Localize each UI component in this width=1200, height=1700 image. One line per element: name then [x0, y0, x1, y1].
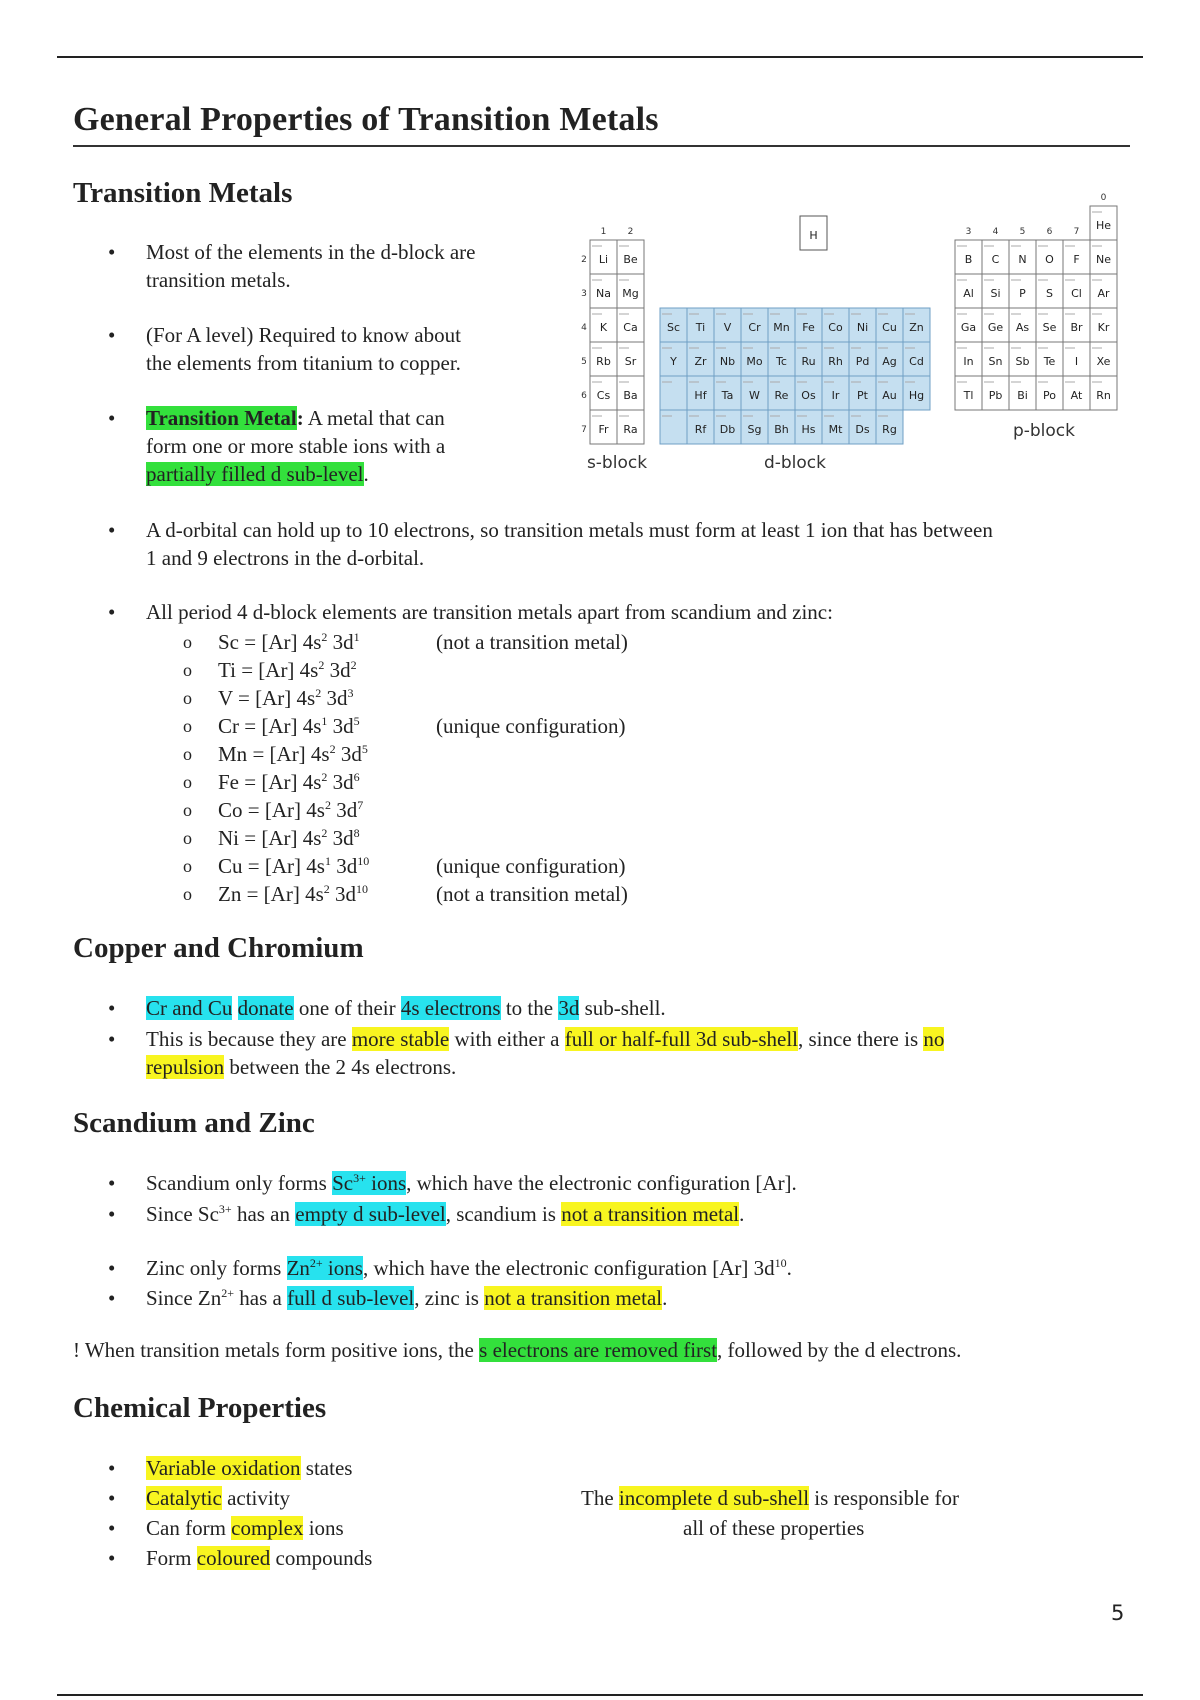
element-symbol: Rn	[1096, 389, 1111, 402]
group-number: 4	[992, 227, 999, 237]
element-symbol: Ta	[721, 389, 734, 402]
period-number: 3	[581, 289, 587, 299]
text: ions	[365, 1171, 407, 1195]
superscript: 3+	[218, 1202, 232, 1216]
text: 3d	[330, 798, 358, 822]
element-symbol: Sc	[666, 321, 681, 334]
text: , followed by the d electrons.	[717, 1338, 962, 1362]
highlight: complex	[231, 1516, 304, 1540]
tm-bullet-5: All period 4 d-block elements are transition metals apart from scandium and zinc:	[146, 600, 833, 624]
element-symbol: Br	[1070, 321, 1083, 334]
text: Cu	[218, 854, 243, 878]
highlight: 3d	[558, 996, 580, 1020]
element-symbol: Hs	[801, 423, 816, 436]
element-symbol: Au	[882, 389, 897, 402]
text: = [Ar] 4s	[235, 658, 319, 682]
element-symbol: Sg	[747, 423, 762, 436]
superscript: 5	[361, 742, 368, 756]
text: Form	[146, 1546, 197, 1570]
element-symbol: Mn	[773, 321, 790, 334]
config-line	[218, 852, 369, 880]
top-rule	[57, 56, 1143, 58]
bullet-icon: •	[108, 1546, 116, 1570]
element-symbol: Zn	[909, 321, 924, 334]
period-number: 7	[581, 425, 587, 435]
text: the elements from titanium to copper.	[146, 351, 461, 375]
chem-property-item	[146, 1544, 372, 1572]
element-symbol: Po	[1043, 389, 1056, 402]
group-number: 3	[965, 227, 972, 237]
element-symbol: Al	[963, 287, 974, 300]
chem-property-item	[146, 1484, 290, 1512]
element-symbol: At	[1070, 389, 1083, 402]
text: is responsible for	[809, 1486, 959, 1510]
element-symbol: Ti	[695, 321, 706, 334]
bullet-icon: •	[108, 1171, 116, 1195]
element-symbol: O	[1045, 253, 1054, 266]
bottom-rule	[57, 1694, 1143, 1696]
superscript: 2	[321, 826, 328, 840]
superscript: 2+	[309, 1256, 323, 1270]
element-symbol: Os	[801, 389, 816, 402]
sc-zn-bullet-3	[146, 1254, 792, 1282]
chem-property-item	[146, 1514, 344, 1542]
text: 3d	[321, 686, 348, 710]
text: 3d	[329, 882, 356, 906]
sc-zn-bullet-1	[146, 1169, 797, 1197]
element-symbol: Re	[774, 389, 789, 402]
superscript: 2	[323, 882, 330, 896]
element-symbol: Ne	[1096, 253, 1111, 266]
sub-bullet-icon: o	[183, 716, 192, 736]
config-line	[218, 740, 368, 768]
text: = [Ar] 4s	[247, 742, 330, 766]
config-line	[218, 824, 360, 852]
element-symbol: Ar	[1097, 287, 1110, 300]
text: Zn	[286, 1256, 310, 1280]
heading-transition-metals: Transition Metals	[73, 177, 293, 209]
highlight: full or half-full 3d sub-shell	[564, 1027, 798, 1051]
text: Can form	[146, 1516, 232, 1540]
periodic-table	[575, 192, 1135, 474]
config-line	[218, 880, 368, 908]
element-symbol: Pd	[855, 355, 870, 368]
element-symbol: Si	[990, 287, 1001, 300]
highlight: Cr and Cu	[146, 996, 233, 1020]
bullet-icon: •	[108, 240, 116, 264]
periodic-table-graphic	[575, 192, 1135, 474]
tm-bullet-2	[146, 321, 461, 377]
element-symbol: Rg	[882, 423, 897, 436]
element-symbol: Ga	[960, 321, 977, 334]
page-number: 5	[1111, 1601, 1125, 1625]
sub-bullet-icon: o	[183, 632, 192, 652]
text: sub-shell.	[579, 996, 666, 1020]
highlight: not a transition metal	[484, 1286, 663, 1310]
superscript: 2	[321, 630, 328, 644]
sub-bullet-icon: o	[183, 828, 192, 848]
highlight: s electrons are removed first	[479, 1338, 718, 1362]
highlight: Variable oxidation	[146, 1456, 301, 1480]
element-symbol: Ca	[623, 321, 638, 334]
page-title: General Properties of Transition Metals	[73, 101, 659, 138]
element-symbol: Kr	[1097, 321, 1110, 334]
element-symbol: Zr	[694, 355, 707, 368]
period-number: 5	[581, 357, 587, 367]
element-symbol: Tc	[776, 355, 787, 368]
text: .	[363, 462, 369, 486]
text: Ni	[218, 826, 239, 850]
text: 3d	[327, 714, 354, 738]
sub-bullet-icon: o	[183, 688, 192, 708]
superscript: 1	[353, 630, 360, 644]
config-line	[218, 796, 363, 824]
text: 3d	[327, 770, 354, 794]
text: = [Ar] 4s	[232, 686, 316, 710]
text: = [Ar] 4s	[239, 630, 322, 654]
element-symbol: Te	[1043, 355, 1056, 368]
highlight: repulsion	[146, 1055, 225, 1079]
bullet-icon: •	[108, 406, 116, 430]
superscript: 3+	[353, 1171, 366, 1185]
text: V	[218, 686, 233, 710]
text: .	[786, 1256, 792, 1280]
highlight: donate	[237, 996, 294, 1020]
d-block-label: d-block	[763, 453, 827, 473]
element-symbol: Ra	[623, 423, 638, 436]
element-symbol: Cu	[882, 321, 897, 334]
element-symbol: Ds	[855, 423, 870, 436]
highlight: not a transition metal	[561, 1202, 740, 1226]
text: transition metals.	[146, 268, 291, 292]
text: Zinc only forms	[146, 1256, 287, 1280]
config-line	[218, 628, 360, 656]
text: 3d	[327, 630, 354, 654]
element-symbol: Fe	[802, 321, 815, 334]
element-symbol: I	[1074, 355, 1079, 368]
text: , which have the electronic configuration [Ar].	[406, 1171, 797, 1195]
superscript: 6	[353, 770, 360, 784]
removal-note	[73, 1336, 961, 1364]
text: has an	[231, 1202, 296, 1226]
highlight: incomplete d sub-shell	[618, 1486, 810, 1510]
group-number: 1	[600, 227, 607, 237]
sub-bullet-icon: o	[183, 660, 192, 680]
config-note: (not a transition metal)	[436, 630, 628, 654]
element-symbol: Sb	[1015, 355, 1030, 368]
element-symbol: Tl	[963, 389, 974, 402]
highlight	[332, 1171, 406, 1195]
highlight	[287, 1256, 363, 1280]
highlight: more stable	[351, 1027, 450, 1051]
element-symbol: W	[749, 389, 760, 402]
text: , since there is	[798, 1027, 924, 1051]
text: compounds	[270, 1546, 373, 1570]
config-line	[218, 712, 360, 740]
text: 1 and 9 electrons in the d-orbital.	[146, 546, 425, 570]
period-number: 4	[581, 323, 587, 333]
element-symbol: Nb	[719, 355, 736, 368]
text: has a	[234, 1286, 288, 1310]
text: A metal that can	[303, 406, 445, 430]
text: (For A level) Required to know about	[146, 323, 461, 347]
text: = [Ar] 4s	[242, 798, 325, 822]
element-cell	[660, 376, 687, 410]
superscript: 2+	[221, 1286, 235, 1300]
s-block-label: s-block	[586, 453, 648, 473]
element-symbol: Mg	[622, 287, 639, 300]
element-symbol: Se	[1042, 321, 1057, 334]
superscript: 10	[356, 882, 368, 896]
element-symbol: P	[1019, 287, 1026, 300]
element-symbol: Pb	[988, 389, 1003, 402]
heading-chemical-properties: Chemical Properties	[73, 1392, 327, 1424]
group-number: 6	[1046, 227, 1053, 237]
bullet-icon: •	[108, 1027, 116, 1051]
element-symbol: Co	[828, 321, 843, 334]
element-symbol: Na	[596, 287, 611, 300]
superscript: 2	[350, 658, 357, 672]
sub-bullet-icon: o	[183, 800, 192, 820]
superscript: 10	[774, 1256, 787, 1270]
heading-scandium-zinc: Scandium and Zinc	[73, 1107, 315, 1139]
superscript: 10	[357, 854, 370, 868]
text: form one or more stable ions with a	[146, 434, 446, 458]
sub-bullet-icon: o	[183, 772, 192, 792]
element-symbol: Sr	[624, 355, 637, 368]
text: activity	[221, 1486, 291, 1510]
element-symbol: Cr	[748, 321, 761, 334]
config-note: (unique configuration)	[436, 714, 626, 738]
cu-cr-bullet-2	[146, 1025, 944, 1081]
bullet-icon: •	[108, 1486, 116, 1510]
config-line	[218, 656, 357, 684]
element-symbol: Ge	[987, 321, 1004, 334]
text: Co	[218, 798, 243, 822]
heading-copper-chromium: Copper and Chromium	[73, 932, 364, 964]
cu-cr-bullet-1	[146, 994, 666, 1022]
element-symbol: Hf	[694, 389, 707, 402]
bullet-icon: •	[108, 1286, 116, 1310]
config-note: (unique configuration)	[436, 854, 626, 878]
text: = [Ar] 4s	[241, 882, 324, 906]
text: Scandium only forms	[146, 1171, 333, 1195]
text: one of their	[293, 996, 401, 1020]
text: ! When transition metals form positive ions, the	[73, 1338, 480, 1362]
text: Since Zn	[146, 1286, 222, 1310]
group-number: 0	[1100, 193, 1107, 203]
element-symbol: Fr	[598, 423, 609, 436]
text: Zn	[218, 882, 242, 906]
text: A d-orbital can hold up to 10 electrons, so transition metals must form at least 1 ion that has between	[146, 518, 993, 542]
text: Sc	[218, 630, 239, 654]
period-number: 2	[581, 255, 587, 265]
text: ions	[322, 1256, 363, 1280]
element-symbol: Rf	[694, 423, 707, 436]
bullet-icon: •	[108, 1202, 116, 1226]
element-symbol: K	[599, 321, 608, 334]
text: = [Ar] 4s	[239, 714, 322, 738]
element-symbol: Xe	[1096, 355, 1111, 368]
superscript: 7	[357, 798, 364, 812]
p-block-label: p-block	[1012, 421, 1076, 441]
element-symbol: Bh	[774, 423, 789, 436]
text: states	[300, 1456, 353, 1480]
highlight: no	[923, 1027, 945, 1051]
element-symbol: As	[1015, 321, 1030, 334]
text: 3d	[324, 658, 351, 682]
bullet-icon: •	[108, 1516, 116, 1540]
element-symbol: Db	[719, 423, 736, 436]
text: 3d	[327, 826, 354, 850]
element-symbol: V	[723, 321, 732, 334]
group-number: 7	[1073, 227, 1080, 237]
element-symbol: Ir	[831, 389, 840, 402]
element-symbol: F	[1073, 253, 1080, 266]
element-symbol: Ag	[882, 355, 897, 368]
element-symbol: Rb	[596, 355, 611, 368]
bullet-icon: •	[108, 996, 116, 1020]
chem-property-item	[146, 1454, 352, 1482]
superscript: 5	[353, 714, 360, 728]
highlight: 4s electrons	[400, 996, 501, 1020]
sub-bullet-icon: o	[183, 856, 192, 876]
element-symbol: Mo	[746, 355, 763, 368]
text: Fe	[218, 770, 239, 794]
bullet-icon: •	[108, 1256, 116, 1280]
text: Sc	[332, 1171, 354, 1195]
element-symbol: Cs	[596, 389, 611, 402]
element-symbol: Pt	[857, 389, 868, 402]
text: to the	[500, 996, 559, 1020]
group-number: 2	[627, 227, 634, 237]
superscript: 2	[324, 798, 331, 812]
superscript: 2	[315, 686, 322, 700]
title-underline	[73, 145, 1130, 147]
highlight: coloured	[196, 1546, 271, 1570]
element-symbol: B	[964, 253, 973, 266]
text: ions	[303, 1516, 344, 1540]
text: = [Ar] 4s	[242, 854, 325, 878]
text: 3d	[330, 854, 358, 878]
superscript: 1	[321, 714, 328, 728]
term-transition-metal: Transition Metal	[146, 406, 297, 430]
element-symbol: Ni	[856, 321, 869, 334]
superscript: 1	[324, 854, 331, 868]
period-number: 6	[581, 391, 587, 401]
highlight: partially filled d sub-level	[146, 462, 364, 486]
tm-bullet-definition	[146, 404, 445, 488]
chem-side-line-2: all of these properties	[683, 1516, 865, 1540]
element-cell	[660, 410, 687, 444]
element-symbol: Cd	[909, 355, 924, 368]
element-symbol: Cl	[1071, 287, 1082, 300]
text: .	[739, 1202, 745, 1226]
element-symbol: Be	[623, 253, 638, 266]
element-symbol: Sn	[988, 355, 1003, 368]
text: This is because they are	[146, 1027, 352, 1051]
highlight: empty d sub-level	[295, 1202, 446, 1226]
sc-zn-bullet-4	[146, 1284, 667, 1312]
text: , scandium is	[445, 1202, 562, 1226]
text: Mn	[218, 742, 248, 766]
element-symbol: In	[963, 355, 974, 368]
superscript: 2	[329, 742, 336, 756]
text: Ti	[218, 658, 236, 682]
tm-bullet-1	[146, 238, 476, 294]
text: :	[296, 406, 304, 430]
superscript: 2	[318, 658, 325, 672]
element-symbol: Li	[598, 253, 609, 266]
superscript: 3	[347, 686, 354, 700]
text: Since Sc	[146, 1202, 219, 1226]
config-line	[218, 768, 360, 796]
element-symbol: Rh	[828, 355, 843, 368]
bullet-icon: •	[108, 600, 116, 624]
sub-bullet-icon: o	[183, 744, 192, 764]
highlight: Catalytic	[146, 1486, 222, 1510]
text: The	[581, 1486, 619, 1510]
bullet-icon: •	[108, 323, 116, 347]
element-symbol: He	[1095, 219, 1112, 232]
text: between the 2 4s electrons.	[224, 1055, 457, 1079]
text: = [Ar] 4s	[239, 770, 322, 794]
element-symbol: N	[1018, 253, 1027, 266]
bullet-icon: •	[108, 518, 116, 542]
element-symbol: Ba	[623, 389, 638, 402]
element-symbol: Y	[670, 355, 677, 368]
group-number: 5	[1019, 227, 1026, 237]
highlight: full d sub-level	[287, 1286, 415, 1310]
config-note: (not a transition metal)	[436, 882, 628, 906]
text: 3d	[335, 742, 362, 766]
element-symbol: S	[1046, 287, 1053, 300]
text: with either a	[449, 1027, 565, 1051]
element-symbol: Bi	[1017, 389, 1028, 402]
text: .	[662, 1286, 668, 1310]
chem-side-line-1	[581, 1484, 959, 1512]
tm-bullet-4	[146, 516, 993, 572]
sc-zn-bullet-2	[146, 1200, 744, 1228]
element-symbol: C	[991, 253, 1000, 266]
text: = [Ar] 4s	[239, 826, 322, 850]
text: , zinc is	[414, 1286, 485, 1310]
element-symbol: Mt	[828, 423, 843, 436]
text: Most of the elements in the d-block are	[146, 240, 476, 264]
element-symbol: Hg	[908, 389, 925, 402]
superscript: 2	[321, 770, 328, 784]
config-line	[218, 684, 353, 712]
element-symbol: H	[809, 229, 818, 242]
text: Cr	[218, 714, 239, 738]
superscript: 8	[353, 826, 360, 840]
sub-bullet-icon: o	[183, 884, 192, 904]
bullet-icon: •	[108, 1456, 116, 1480]
text: , which have the electronic configuration [Ar] 3d	[362, 1256, 775, 1280]
element-symbol: Ru	[801, 355, 816, 368]
